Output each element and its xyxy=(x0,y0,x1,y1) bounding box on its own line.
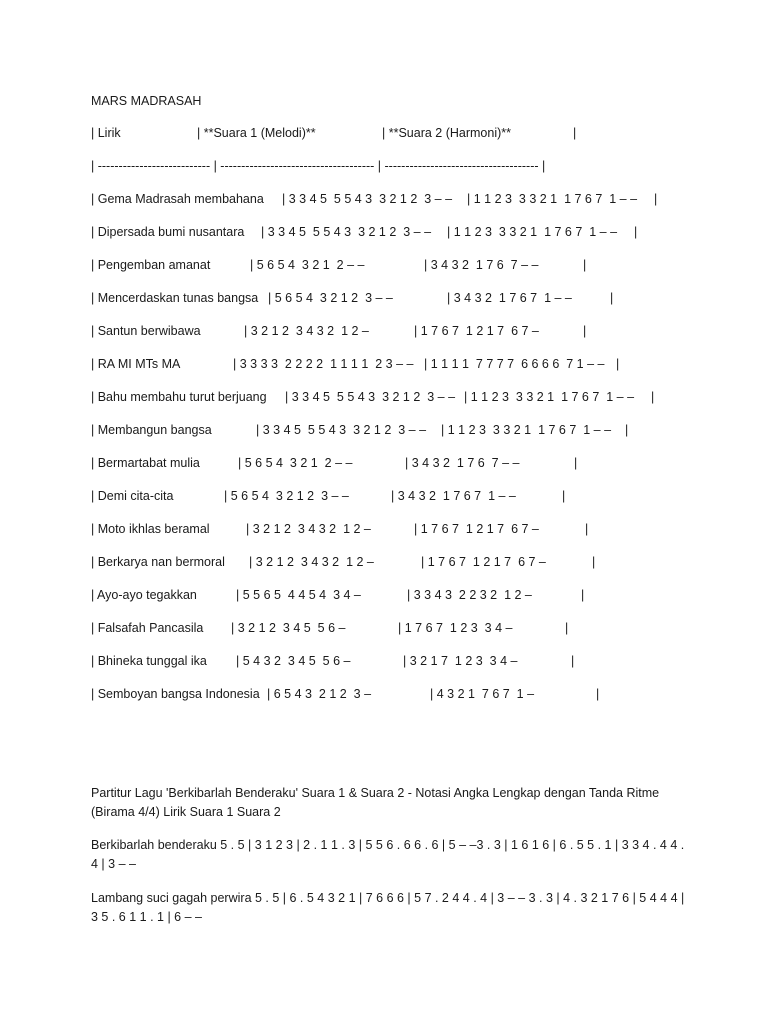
row-end-bar: | xyxy=(574,456,578,470)
suara-2-cell: | 1 1 2 3 3 3 2 1 1 7 6 7 1 – – xyxy=(447,225,618,239)
suara-1-cell: | 3 3 3 3 2 2 2 2 1 1 1 1 2 3 – – xyxy=(233,357,414,371)
row-end-bar: | xyxy=(565,621,569,635)
header-suara-2: | **Suara 2 (Harmoni)** xyxy=(382,126,511,140)
suara-2-cell: | 3 4 3 2 1 7 6 7 1 – – xyxy=(391,489,516,503)
row-end-bar: | xyxy=(581,588,585,602)
document-title: MARS MADRASAH xyxy=(91,94,202,108)
suara-1-cell: | 3 3 4 5 5 5 4 3 3 2 1 2 3 – – xyxy=(282,192,453,206)
lyric-cell: | Bhineka tunggal ika xyxy=(91,654,207,668)
header-suara-1: | **Suara 1 (Melodi)** xyxy=(197,126,316,140)
lyric-cell: | Membangun bangsa xyxy=(91,423,212,437)
row-end-bar: | xyxy=(625,423,629,437)
row-end-bar: | xyxy=(596,687,600,701)
suara-1-cell: | 3 3 4 5 5 5 4 3 3 2 1 2 3 – – xyxy=(261,225,432,239)
header-end-bar: | xyxy=(573,126,577,140)
suara-2-cell: | 1 7 6 7 1 2 1 7 6 7 – xyxy=(414,522,539,536)
lyric-cell: | Bermartabat mulia xyxy=(91,456,200,470)
lyric-cell: | Gema Madrasah membahana xyxy=(91,192,264,206)
suara-1-cell: | 3 2 1 2 3 4 3 2 1 2 – xyxy=(249,555,374,569)
lyric-cell: | Berkarya nan bermoral xyxy=(91,555,225,569)
suara-2-cell: | 3 4 3 2 1 7 6 7 1 – – xyxy=(447,291,572,305)
suara-1-cell: | 5 6 5 4 3 2 1 2 – – xyxy=(250,258,365,272)
suara-1-cell: | 5 4 3 2 3 4 5 5 6 – xyxy=(236,654,351,668)
suara-2-cell: | 3 4 3 2 1 7 6 7 – – xyxy=(424,258,539,272)
suara-1-cell: | 5 6 5 4 3 2 1 2 3 – – xyxy=(268,291,393,305)
suara-1-cell: | 3 2 1 2 3 4 5 5 6 – xyxy=(231,621,346,635)
suara-1-cell: | 3 2 1 2 3 4 3 2 1 2 – xyxy=(244,324,369,338)
row-end-bar: | xyxy=(654,192,658,206)
lyric-cell: | Ayo-ayo tegakkan xyxy=(91,588,197,602)
row-end-bar: | xyxy=(583,258,587,272)
header-lirik: | Lirik xyxy=(91,126,121,140)
lyric-cell: | Mencerdaskan tunas bangsa xyxy=(91,291,259,305)
row-end-bar: | xyxy=(562,489,566,503)
row-end-bar: | xyxy=(634,225,638,239)
suara-2-cell: | 1 7 6 7 1 2 1 7 6 7 – xyxy=(414,324,539,338)
row-end-bar: | xyxy=(571,654,575,668)
row-end-bar: | xyxy=(610,291,614,305)
suara-1-cell: | 3 3 4 5 5 5 4 3 3 2 1 2 3 – – xyxy=(256,423,427,437)
suara-1-cell: | 6 5 4 3 2 1 2 3 – xyxy=(267,687,372,701)
suara-2-cell: | 1 1 1 1 7 7 7 7 6 6 6 6 7 1 – – xyxy=(424,357,605,371)
suara-2-cell: | 3 4 3 2 1 7 6 7 – – xyxy=(405,456,520,470)
lyric-cell: | Pengemban amanat xyxy=(91,258,211,272)
lyric-cell: | Demi cita-cita xyxy=(91,489,174,503)
lyric-cell: | Dipersada bumi nusantara xyxy=(91,225,245,239)
row-end-bar: | xyxy=(585,522,589,536)
suara-2-cell: | 3 2 1 7 1 2 3 3 4 – xyxy=(403,654,518,668)
lyric-cell: | Moto ikhlas beramal xyxy=(91,522,210,536)
row-end-bar: | xyxy=(592,555,596,569)
suara-2-cell: | 3 3 4 3 2 2 3 2 1 2 – xyxy=(407,588,532,602)
suara-2-cell: | 1 7 6 7 1 2 1 7 6 7 – xyxy=(421,555,546,569)
suara-2-cell: | 1 1 2 3 3 3 2 1 1 7 6 7 1 – – xyxy=(441,423,612,437)
suara-2-cell: | 4 3 2 1 7 6 7 1 – xyxy=(430,687,535,701)
lyric-cell: | Falsafah Pancasila xyxy=(91,621,204,635)
row-end-bar: | xyxy=(583,324,587,338)
row-end-bar: | xyxy=(651,390,655,404)
suara-1-cell: | 5 6 5 4 3 2 1 2 3 – – xyxy=(224,489,349,503)
lyric-cell: | Santun berwibawa xyxy=(91,324,201,338)
suara-2-cell: | 1 1 2 3 3 3 2 1 1 7 6 7 1 – – xyxy=(467,192,638,206)
partitur-line: Lambang suci gagah perwira 5 . 5 | 6 . 5 4 3 2 1 | 7 6 6 6 | 5 7 . 2 4 4 . 4 | 3 – – 3 . 3 | 4 . 3 2 1 7 6 | 5 4 4 4 | 3 5 . 6 1 1 . 1 | 6 – – xyxy=(91,891,685,924)
table-separator-row: | --------------------------- | ------------------------------------- | ------------------------------------- | xyxy=(91,159,546,173)
partitur-heading: Partitur Lagu 'Berkibarlah Benderaku' Suara 1 & Suara 2 - Notasi Angka Lengkap dengan Tanda Ritme (Birama 4/4) Lirik Suara 1 Suara 2 xyxy=(91,786,660,819)
row-end-bar: | xyxy=(616,357,620,371)
suara-1-cell: | 3 3 4 5 5 5 4 3 3 2 1 2 3 – – xyxy=(285,390,456,404)
partitur-line: Berkibarlah benderaku 5 . 5 | 3 1 2 3 | 2 . 1 1 . 3 | 5 5 6 . 6 6 . 6 | 5 – –3 . 3 | 1 6 1 6 | 6 . 5 5 . 1 | 3 3 4 . 4 4 . 4 | 3 – – xyxy=(91,838,685,871)
lyric-cell: | Bahu membahu turut berjuang xyxy=(91,390,267,404)
lyric-cell: | Semboyan bangsa Indonesia xyxy=(91,687,260,701)
suara-2-cell: | 1 7 6 7 1 2 3 3 4 – xyxy=(398,621,513,635)
suara-1-cell: | 5 5 6 5 4 4 5 4 3 4 – xyxy=(236,588,361,602)
suara-1-cell: | 5 6 5 4 3 2 1 2 – – xyxy=(238,456,353,470)
lyric-cell: | RA MI MTs MA xyxy=(91,357,181,371)
suara-1-cell: | 3 2 1 2 3 4 3 2 1 2 – xyxy=(246,522,371,536)
suara-2-cell: | 1 1 2 3 3 3 2 1 1 7 6 7 1 – – xyxy=(464,390,635,404)
